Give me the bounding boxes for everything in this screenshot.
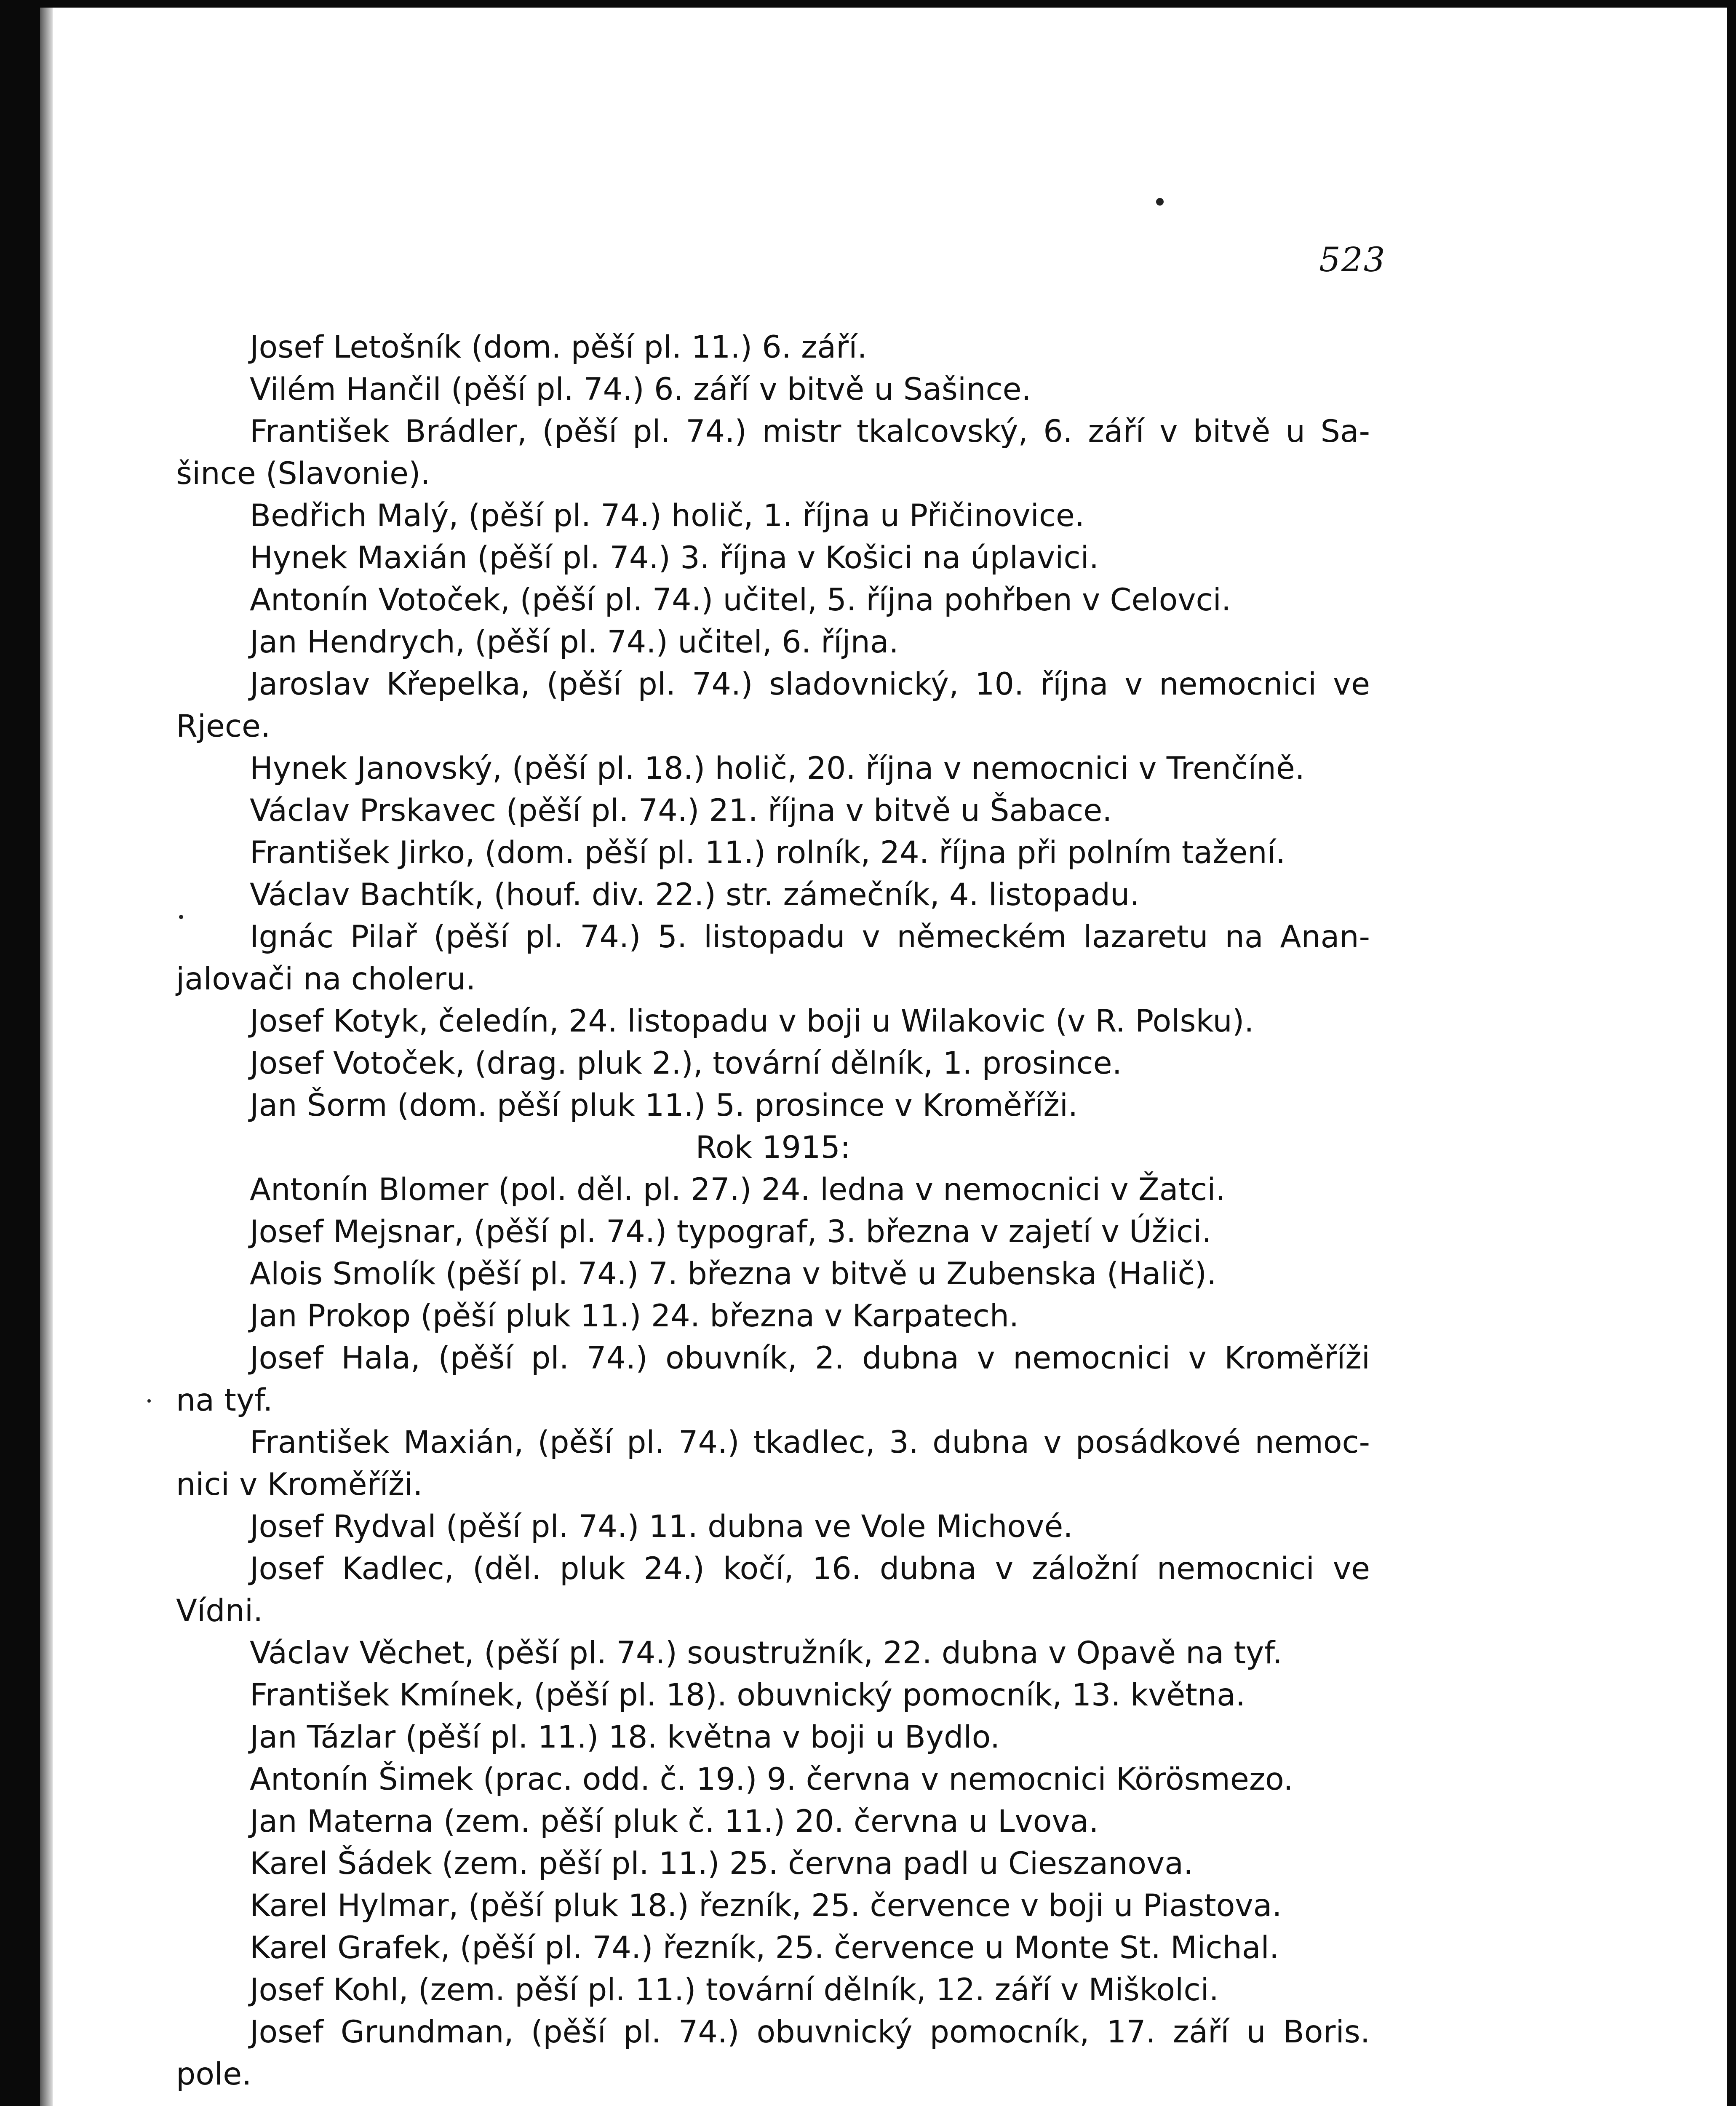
text-line: Jan Materna (zem. pěší pluk č. 11.) 20. června u Lvova. bbox=[250, 1804, 1099, 1839]
text-line: Václav Bachtík, (houf. div. 22.) str. zámečník, 4. listopadu. bbox=[250, 877, 1140, 913]
text-line: Ignác Pilař (pěší pl. 74.) 5. listopadu v německém lazaretu na Anan- bbox=[250, 919, 1370, 955]
text-line: Antonín Votoček, (pěší pl. 74.) učitel, 5. října pohřben v Celovci. bbox=[250, 582, 1231, 618]
text-line: jalovači na choleru. bbox=[176, 961, 476, 997]
scan-border-top bbox=[40, 0, 1736, 8]
text-line: Antonín Blomer (pol. děl. pl. 27.) 24. ledna v nemocnici v Žatci. bbox=[250, 1172, 1226, 1208]
text-line: Josef Kadlec, (děl. pluk 24.) kočí, 16. dubna v záložní nemocnici ve bbox=[250, 1551, 1370, 1587]
text-line: Josef Kotyk, čeledín, 24. listopadu v boji u Wilakovic (v R. Polsku). bbox=[250, 1003, 1254, 1039]
text-line: Jan Šorm (dom. pěší pluk 11.) 5. prosince v Kroměříži. bbox=[250, 1088, 1078, 1123]
text-line: Josef Rydval (pěší pl. 74.) 11. dubna ve Vole Michové. bbox=[250, 1509, 1073, 1545]
text-line: Jan Hendrych, (pěší pl. 74.) učitel, 6. října. bbox=[250, 624, 899, 660]
scan-speck bbox=[1156, 198, 1164, 206]
page-body bbox=[176, 326, 1370, 2095]
text-line: pole. bbox=[176, 2056, 252, 2092]
text-line: Rjece. bbox=[176, 708, 271, 744]
text-line: Karel Šádek (zem. pěší pl. 11.) 25. června padl u Cieszanova. bbox=[250, 1846, 1194, 1882]
page-number: 523 bbox=[1319, 240, 1386, 279]
text-line: Alois Smolík (pěší pl. 74.) 7. března v bitvě u Zubenska (Halič). bbox=[250, 1256, 1217, 1292]
text-line: Josef Letošník (dom. pěší pl. 11.) 6. září. bbox=[250, 329, 867, 365]
text-line: Václav Věchet, (pěší pl. 74.) soustružník, 22. dubna v Opavě na tyf. bbox=[250, 1635, 1282, 1671]
text-line: Karel Grafek, (pěší pl. 74.) řezník, 25. července u Monte St. Michal. bbox=[250, 1930, 1279, 1966]
scan-speck bbox=[147, 1399, 151, 1403]
text-line: Václav Prskavec (pěší pl. 74.) 21. října v bitvě u Šabace. bbox=[250, 793, 1112, 829]
text-line: František Brádler, (pěší pl. 74.) mistr tkalcovský, 6. září v bitvě u Sa- bbox=[250, 414, 1370, 449]
page-gutter-shadow bbox=[40, 0, 53, 2106]
text-line: Bedřich Malý, (pěší pl. 74.) holič, 1. října u Přičinovice. bbox=[250, 498, 1085, 534]
scan-border-left bbox=[0, 0, 40, 2106]
text-line: Vilém Hančil (pěší pl. 74.) 6. září v bitvě u Sašince. bbox=[250, 371, 1031, 407]
text-line: Jan Tázlar (pěší pl. 11.) 18. května v boji u Bydlo. bbox=[250, 1719, 1000, 1755]
section-heading: Rok 1915: bbox=[695, 1130, 851, 1165]
text-line: František Jirko, (dom. pěší pl. 11.) rolník, 24. října při polním tažení. bbox=[250, 835, 1286, 871]
text-line: šince (Slavonie). bbox=[176, 456, 430, 492]
text-line: Hynek Maxián (pěší pl. 74.) 3. října v Košici na úplavici. bbox=[250, 540, 1099, 576]
text-line: Antonín Šimek (prac. odd. č. 19.) 9. června v nemocnici Körösmezo. bbox=[250, 1761, 1293, 1797]
text-line: Josef Kohl, (zem. pěší pl. 11.) tovární dělník, 12. září v Miškolci. bbox=[250, 1972, 1219, 2008]
text-line: na tyf. bbox=[176, 1382, 273, 1418]
text-line: Jaroslav Křepelka, (pěší pl. 74.) sladovnický, 10. října v nemocnici ve bbox=[250, 666, 1370, 702]
text-line: Josef Grundman, (pěší pl. 74.) obuvnický pomocník, 17. září u Boris. bbox=[250, 2014, 1370, 2050]
text-line: Josef Votoček, (drag. pluk 2.), tovární dělník, 1. prosince. bbox=[250, 1045, 1122, 1081]
text-line: Karel Hylmar, (pěší pluk 18.) řezník, 25. července v boji u Piastova. bbox=[250, 1888, 1282, 1924]
text-line: Josef Mejsnar, (pěší pl. 74.) typograf, 3. března v zajetí v Úžici. bbox=[250, 1214, 1212, 1250]
text-line: Jan Prokop (pěší pluk 11.) 24. března v Karpatech. bbox=[250, 1298, 1019, 1334]
text-line: Josef Hala, (pěší pl. 74.) obuvník, 2. dubna v nemocnici v Kroměříži bbox=[250, 1340, 1370, 1376]
text-line: František Maxián, (pěší pl. 74.) tkadlec, 3. dubna v posádkové nemoc- bbox=[250, 1424, 1370, 1460]
text-line: Hynek Janovský, (pěší pl. 18.) holič, 20. října v nemocnici v Trenčíně. bbox=[250, 751, 1305, 786]
scan-border-right bbox=[1727, 0, 1736, 2106]
text-line: nici v Kroměříži. bbox=[176, 1467, 423, 1502]
text-line: Vídni. bbox=[176, 1593, 263, 1629]
text-line: František Kmínek, (pěší pl. 18). obuvnický pomocník, 13. května. bbox=[250, 1677, 1246, 1713]
